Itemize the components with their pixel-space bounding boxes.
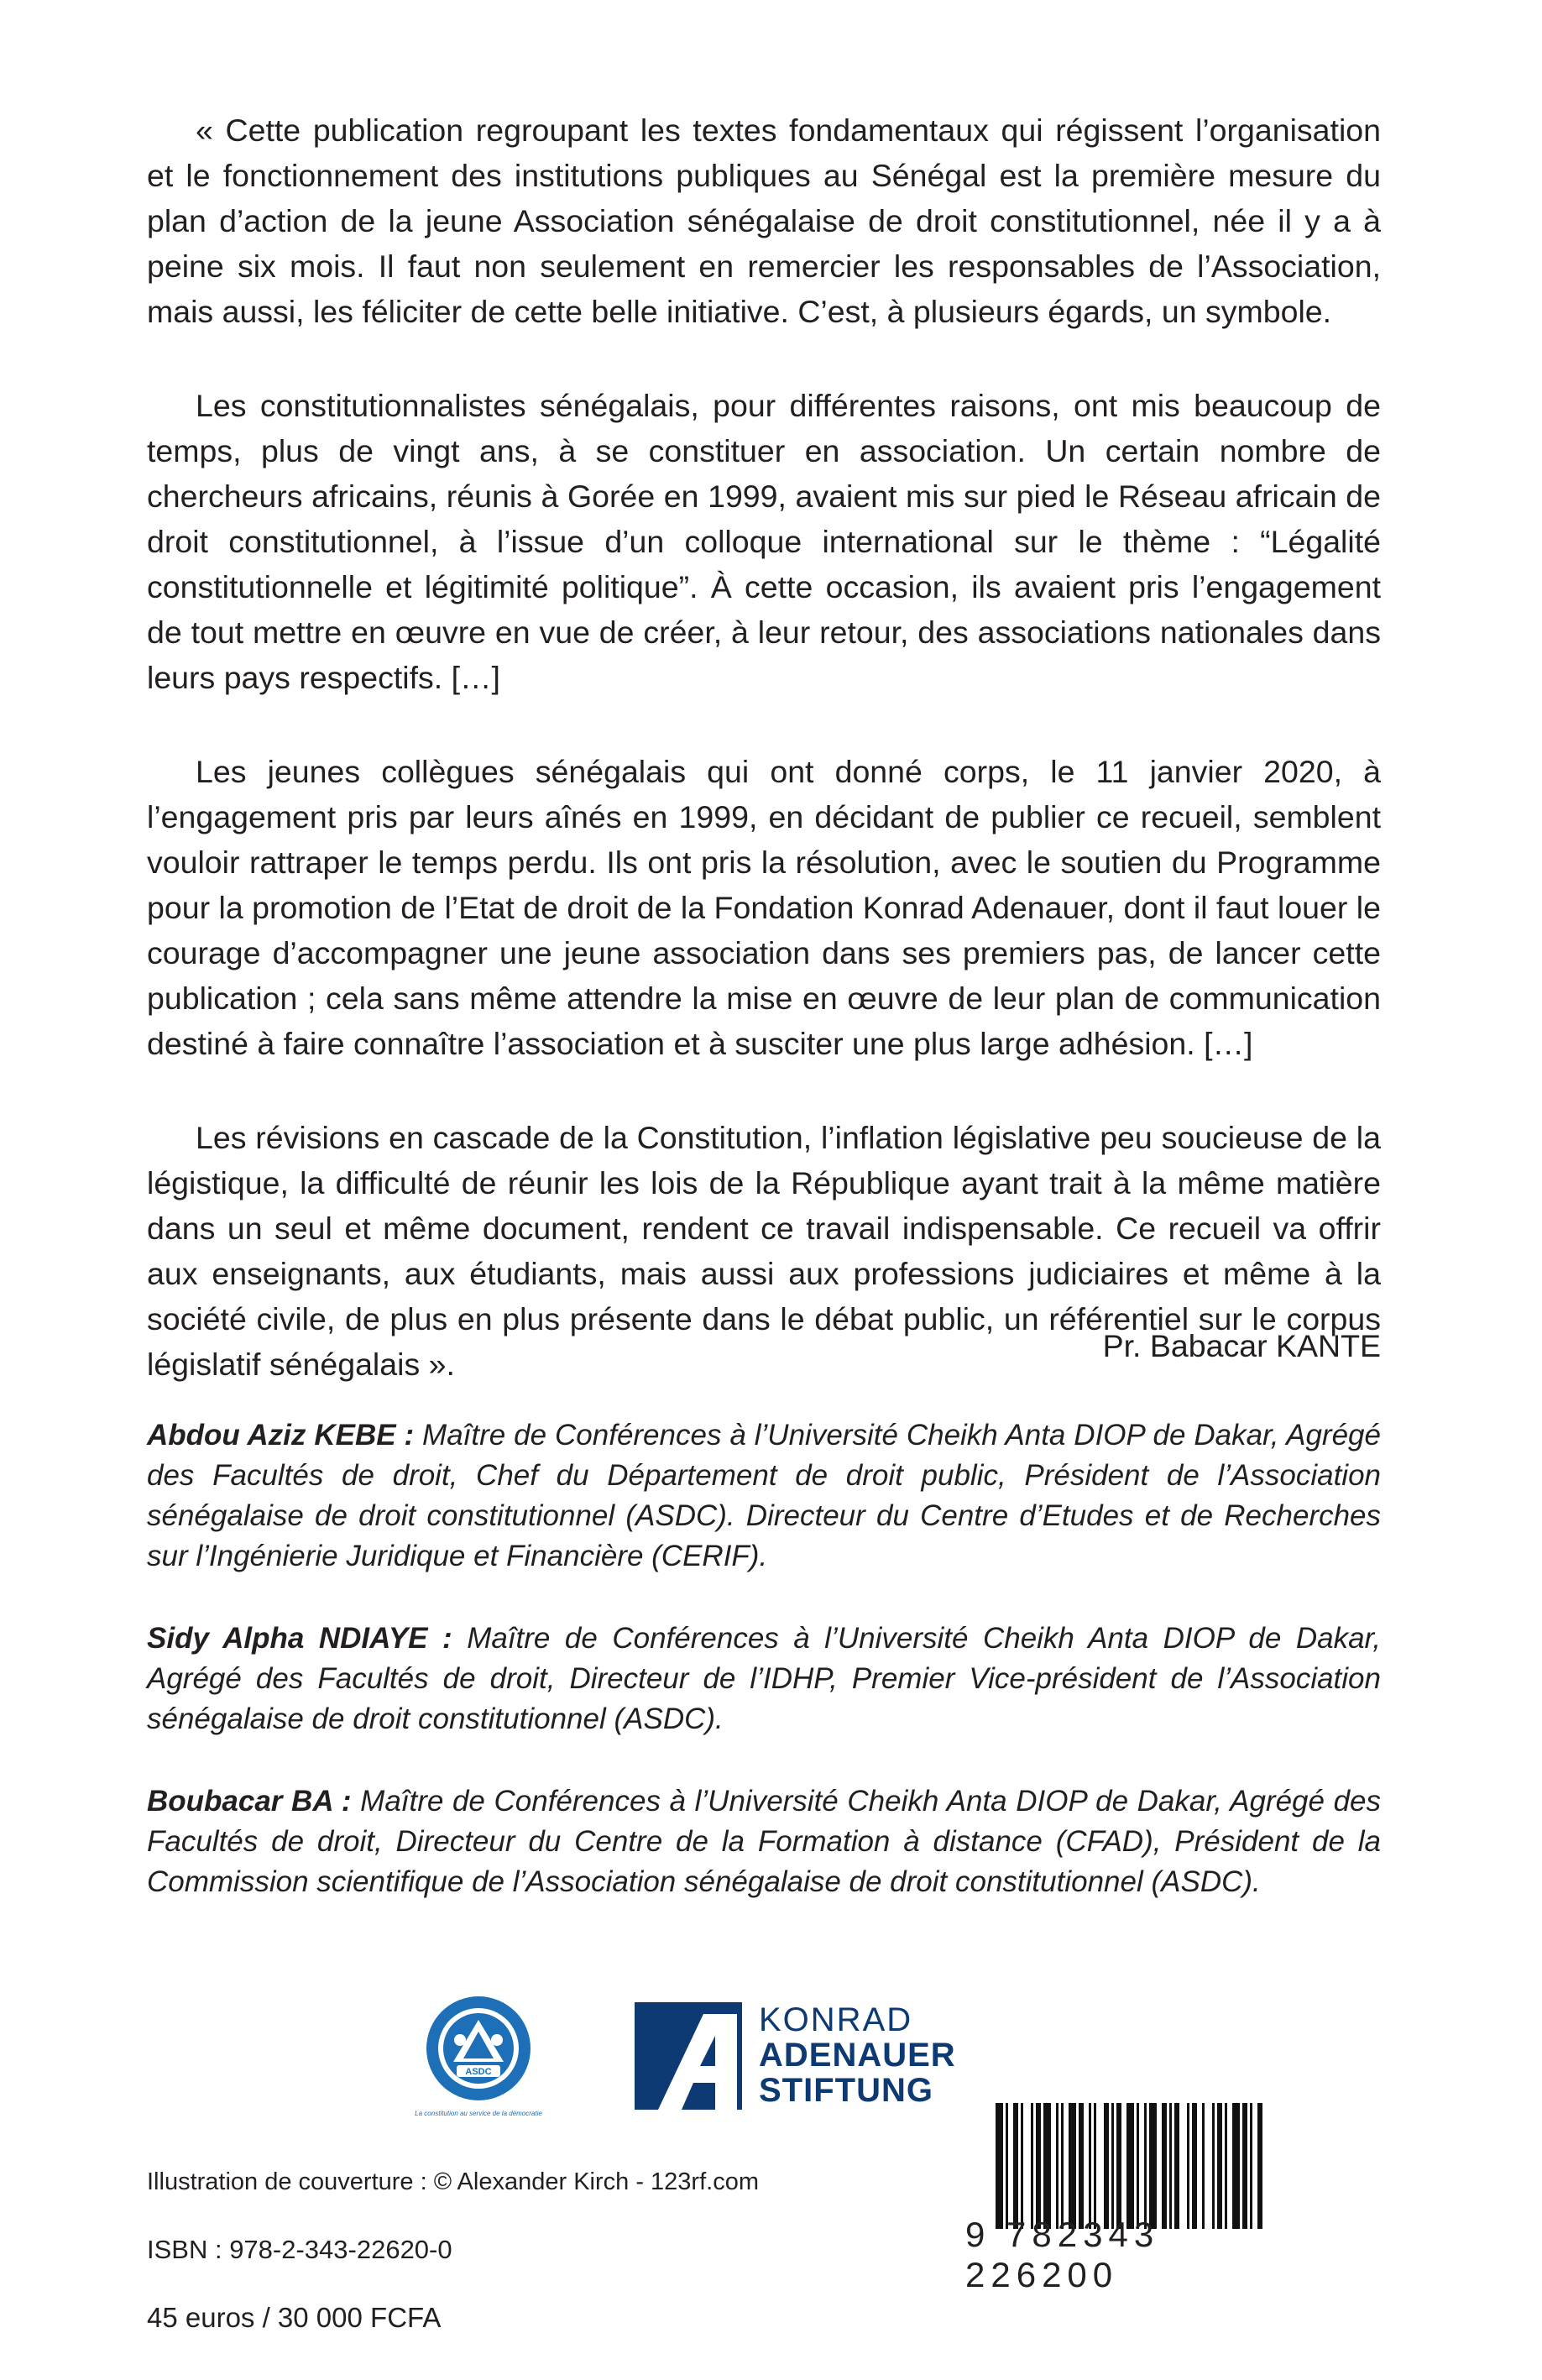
quote-paragraph-1: « Cette publication regroupant les textes fondamentaux qui régissent l’organisation et le fonctionnement des institutions publiques au Sénégal est la première mesure du plan d’action de la jeune Association sénégalaise de droit constitutionnel, née il y a à peine six mois. Il faut non seulement en remercier les responsables de l’Association, mais aussi, les féliciter de cette belle initiative. C’est, à plusieurs égards, un symbole. [147, 112, 1381, 329]
author-bio-2 [147, 1619, 1381, 1739]
quote-paragraph-3: Les jeunes collègues sénégalais qui ont donné corps, le 11 janvier 2020, à l’engagement pris par leurs aînés en 1999, en décidant de publier ce recueil, semblent vouloir rattraper le temps perdu. Ils ont pris la résolution, avec le soutien du Programme pour la promotion de l’Etat de droit de la Fondation Konrad Adenauer, dont il faut louer le courage d’accompagner une jeune association dans ses premiers pas, de lancer cette publication ; cela sans même attendre la mise en œuvre de leur plan de communication destiné à faire connaître l’association et à susciter une plus large adhésion. […] [147, 754, 1381, 1061]
price: 45 euros / 30 000 FCFA [147, 2302, 442, 2333]
barcode-bar [1021, 2103, 1023, 2229]
barcode-bar [1089, 2103, 1091, 2229]
author-bios [147, 1415, 1381, 1944]
kas-logo-text [759, 2002, 956, 2108]
barcode-bar [996, 2103, 1003, 2229]
author-bio-3 [147, 1781, 1381, 1902]
kas-logo-mark-icon [635, 2002, 742, 2110]
quote-paragraph-4: Les révisions en cascade de la Constitution, l’inflation législative peu soucieuse de la légistique, la difficulté de réunir les lois de la République ayant trait à la même matière dans un seul et même document, rendent ce travail indispensable. Ce recueil va offrir aux enseignants, aux étudiants, mais aussi aux professions judiciaires et même à la société civile, de plus en plus présente dans le débat public, un référentiel sur le corpus législatif sénégalais ». [147, 1120, 1381, 1382]
barcode-bar [1137, 2103, 1139, 2229]
isbn: ISBN : 978-2-343-22620-0 [147, 2235, 452, 2264]
barcode-bar [1036, 2103, 1041, 2229]
author-description-2: Maître de Conférences à l’Université Cheikh Anta DIOP de Dakar, Agrégé des Facultés de droit, Directeur de l’IDHP, Premier Vice-président de l’Association sénégalaise de droit constitutionnel (ASDC). [147, 1622, 1382, 1735]
barcode-bar [1144, 2103, 1147, 2229]
barcode-bar [1169, 2103, 1172, 2229]
barcode-bar [1043, 2103, 1051, 2229]
barcode-bar [1006, 2103, 1008, 2229]
barcode-bar [1192, 2103, 1197, 2229]
back-cover-quote [147, 107, 1381, 1436]
author-name-3: Boubacar BA : [147, 1785, 352, 1818]
barcode-bar [1212, 2103, 1215, 2229]
barcode-bar [1116, 2103, 1121, 2229]
kas-logo-line-2: ADENAUER [759, 2037, 956, 2074]
barcode-bar [1250, 2103, 1252, 2229]
barcode-bar [1174, 2103, 1179, 2229]
author-description-3: Maître de Conférences à l’Université Cheikh Anta DIOP de Dakar, Agrégé des Facultés de droit, Directeur du Centre de la Formation à distance (CFAD), Président de la Commission scientifique de l’Association sénégalaise de droit constitutionnel (ASDC). [147, 1785, 1382, 1898]
cover-illustration-credit: Illustration de couverture : © Alexander Kirch - 123rf.com [147, 2168, 759, 2195]
asdc-logo [411, 1988, 546, 2122]
barcode-bar [1104, 2103, 1109, 2229]
barcode-bar [1069, 2103, 1076, 2229]
author-description-1: Maître de Conférences à l’Université Cheikh Anta DIOP de Dakar, Agrégé des Facultés de droit, Chef du Département de droit public, Président de l’Association sénégalaise de droit constitutionnel (ASDC). Directeur du Centre d’Etudes et de Recherches sur l’Ingénierie Juridique et Financière (CERIF). [147, 1419, 1381, 1572]
barcode-bar [1257, 2103, 1262, 2229]
barcode-bar [1061, 2103, 1064, 2229]
barcode-bar [1162, 2103, 1167, 2229]
barcode-bar [1031, 2103, 1033, 2229]
barcode-bar [1013, 2103, 1018, 2229]
author-name-1: Abdou Aziz KEBE : [147, 1419, 415, 1452]
quote-signature: Pr. Babacar KANTE [1102, 1328, 1381, 1363]
barcode-number: 9 782343 226200 [965, 2215, 1160, 2294]
kas-logo-line-1: KONRAD [759, 2001, 913, 2038]
quote-paragraph-2: Les constitutionnalistes sénégalais, pour différentes raisons, ont mis beaucoup de temps, plus de vingt ans, à se constituer en association. Un certain nombre de chercheurs africains, réunis à Gorée en 1999, avaient mis sur pied le Réseau africain de droit constitutionnel, à l’issue d’un colloque international sur le thème : “Légalité constitutionnelle et légitimité politique”. À cette occasion, ils avaient pris l’engagement de tout mettre en œuvre en vue de créer, à leur retour, des associations nationales dans leurs pays respectifs. […] [147, 388, 1381, 695]
barcode-bar [1111, 2103, 1114, 2229]
author-name-2: Sidy Alpha NDIAYE : [147, 1622, 452, 1655]
kas-logo [635, 2002, 970, 2111]
barcode-bar [1225, 2103, 1227, 2229]
author-bio-1 [147, 1415, 1381, 1577]
barcode-bar [1056, 2103, 1058, 2229]
kas-logo-line-3: STIFTUNG [759, 2072, 933, 2109]
barcode-bar [1126, 2103, 1134, 2229]
asdc-logo-motto: La constitution au service de la démocratie [415, 2110, 542, 2117]
barcode-bar [1079, 2103, 1084, 2229]
asdc-logo-label: ASDC [465, 2067, 492, 2077]
barcode-bar [1242, 2103, 1247, 2229]
barcode-bar [1217, 2103, 1222, 2229]
barcode-bar [1232, 2103, 1240, 2229]
barcode-bar [1094, 2103, 1096, 2229]
barcode-bar [1149, 2103, 1157, 2229]
barcode-bar [1187, 2103, 1189, 2229]
barcode-bar [1202, 2103, 1205, 2229]
